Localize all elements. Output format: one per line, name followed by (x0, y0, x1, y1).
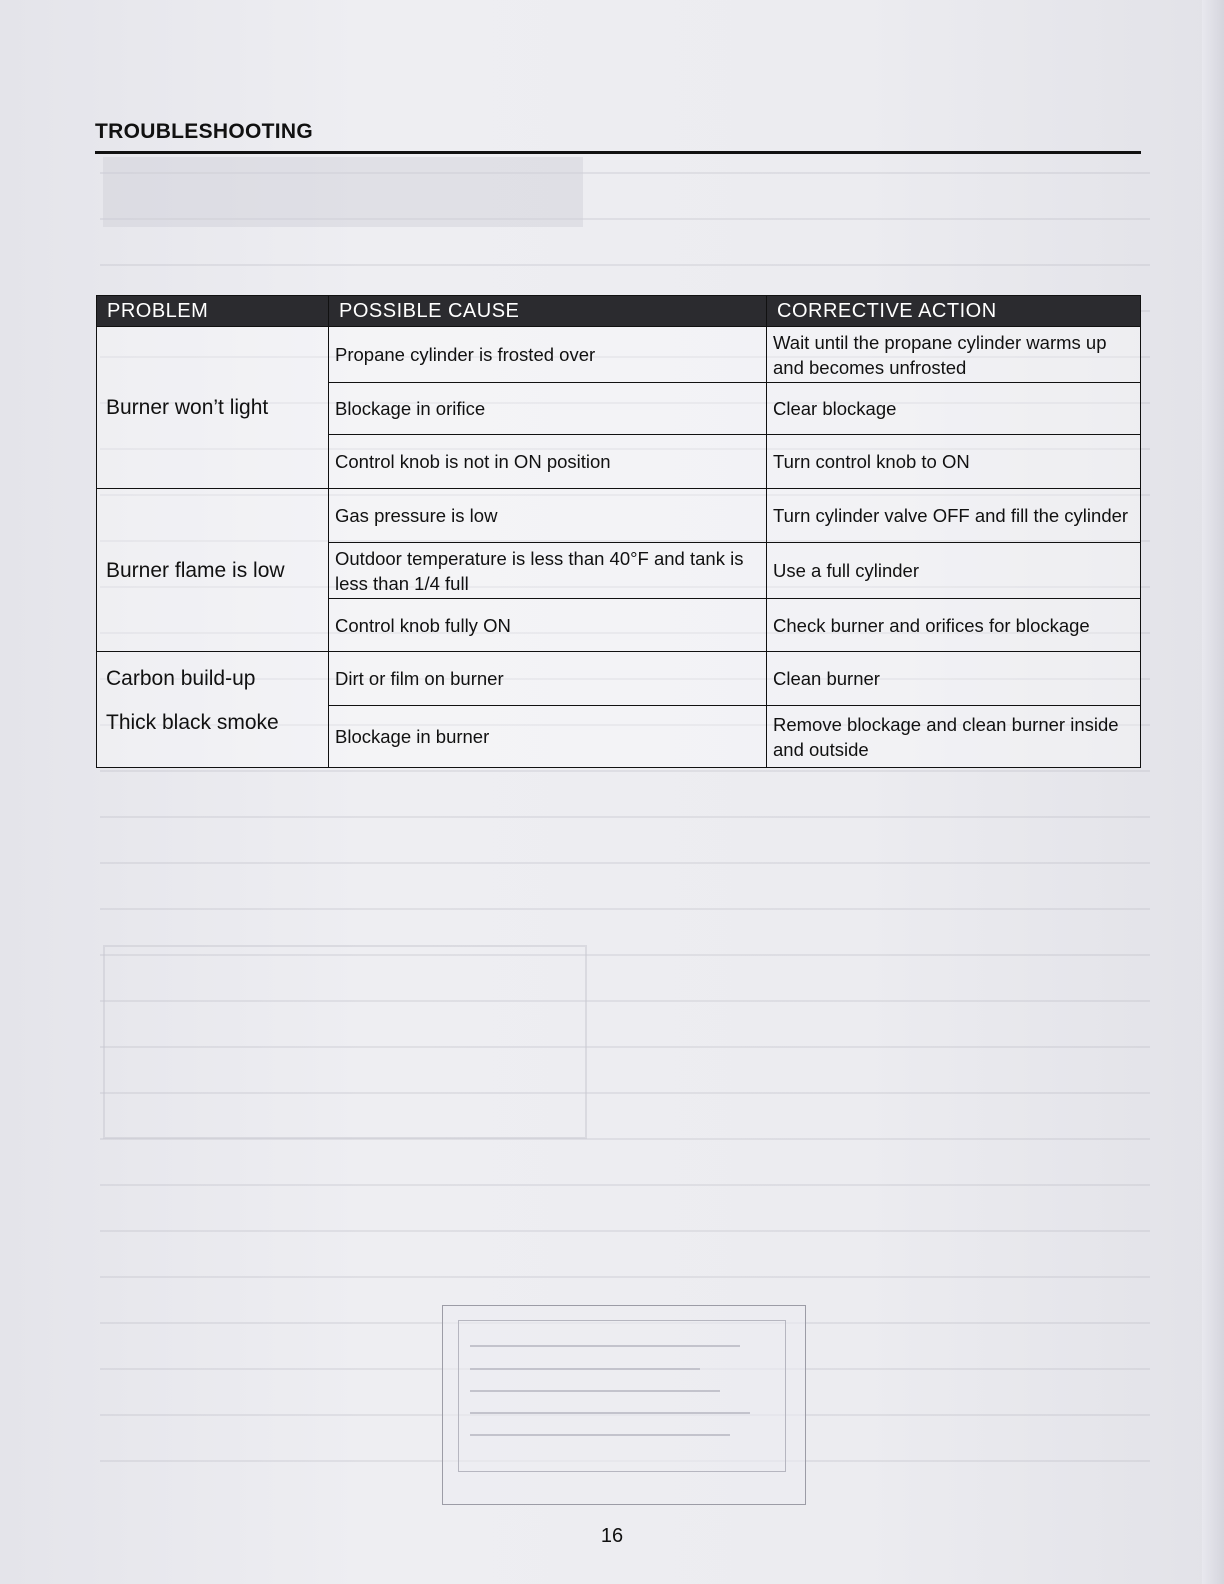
title-underline (95, 151, 1141, 154)
page-title: TROUBLESHOOTING (95, 120, 313, 143)
show-through-line (470, 1368, 700, 1370)
table-header-row (97, 296, 1141, 327)
page-edge (1202, 0, 1224, 1584)
table-row (97, 327, 1141, 383)
cause-cell: Outdoor temperature is less than 40°F and tank is less than 1/4 full (329, 543, 767, 599)
cause-cell: Blockage in burner (329, 706, 767, 768)
table-row (97, 489, 1141, 543)
problem-cell: Burner won’t light (97, 327, 329, 489)
header-problem: PROBLEM (97, 296, 329, 327)
header-corrective-action: CORRECTIVE ACTION (767, 296, 1141, 327)
show-through-box (103, 157, 583, 227)
problem-cell: Thick black smoke (97, 706, 329, 768)
action-cell: Clear blockage (767, 383, 1141, 435)
action-cell: Wait until the propane cylinder warms up and becomes unfrosted (767, 327, 1141, 383)
page-number: 16 (600, 1525, 624, 1547)
show-through-label-inner (458, 1320, 786, 1472)
problem-cell: Burner flame is low (97, 489, 329, 652)
cause-cell: Dirt or film on burner (329, 652, 767, 706)
table-row (97, 652, 1141, 706)
action-cell: Use a full cylinder (767, 543, 1141, 599)
action-cell: Clean burner (767, 652, 1141, 706)
cause-cell: Control knob fully ON (329, 599, 767, 652)
cause-cell: Blockage in orifice (329, 383, 767, 435)
cause-cell: Control knob is not in ON position (329, 435, 767, 489)
action-cell: Turn control knob to ON (767, 435, 1141, 489)
show-through-line (470, 1434, 730, 1436)
show-through-box (103, 945, 587, 1139)
problem-cell: Carbon build-up (97, 652, 329, 706)
troubleshooting-table (96, 295, 1141, 768)
table-row (97, 706, 1141, 768)
show-through-line (470, 1412, 750, 1414)
show-through-line (470, 1390, 720, 1392)
action-cell: Turn cylinder valve OFF and fill the cylinder (767, 489, 1141, 543)
action-cell: Check burner and orifices for blockage (767, 599, 1141, 652)
cause-cell: Propane cylinder is frosted over (329, 327, 767, 383)
cause-cell: Gas pressure is low (329, 489, 767, 543)
action-cell: Remove blockage and clean burner inside and outside (767, 706, 1141, 768)
header-possible-cause: POSSIBLE CAUSE (329, 296, 767, 327)
show-through-line (470, 1345, 740, 1347)
